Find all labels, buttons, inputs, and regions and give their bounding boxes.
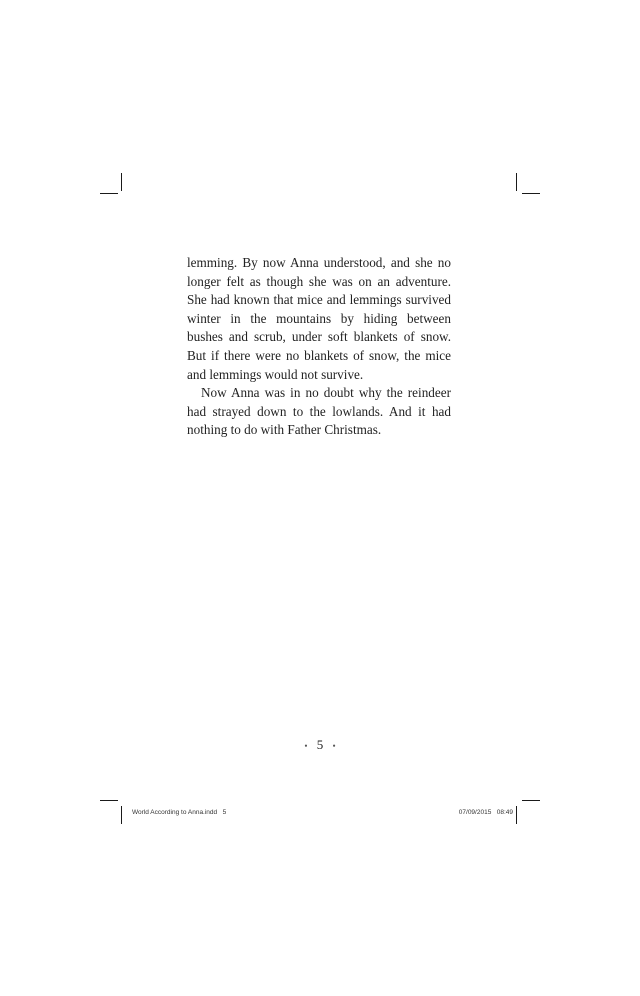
body-text [187, 254, 451, 440]
crop-mark-bottom-left-vertical [121, 806, 122, 824]
slug-timestamp: 07/09/2015 08:49 [458, 809, 513, 816]
crop-mark-top-left-vertical [121, 173, 122, 191]
paragraph-1: lemming. By now Anna understood, and she no longer felt as though she was on an adventure. She had known that mice and lemmings survived winter in the mountains by hiding between bushes and scrub, under soft blankets of snow. But if there were no blankets of snow, the mice and lemmings would not survive. [187, 255, 451, 382]
slug-filename: World According to Anna.indd 5 [132, 809, 227, 816]
page-number-value: 5 [316, 737, 324, 752]
crop-mark-top-right-vertical [516, 173, 517, 191]
crop-mark-top-right-horizontal [522, 193, 540, 194]
folio-ornament-left: • [304, 741, 308, 752]
crop-mark-bottom-right-vertical [516, 806, 517, 824]
paragraph-2: Now Anna was in no doubt why the reindeer had strayed down to the lowlands. And it had nothing to do with Father Christmas. [187, 385, 451, 438]
crop-mark-bottom-right-horizontal [522, 800, 540, 801]
folio-ornament-right: • [332, 741, 336, 752]
crop-mark-bottom-left-horizontal [100, 800, 118, 801]
page-number [0, 737, 640, 753]
crop-mark-top-left-horizontal [100, 193, 118, 194]
